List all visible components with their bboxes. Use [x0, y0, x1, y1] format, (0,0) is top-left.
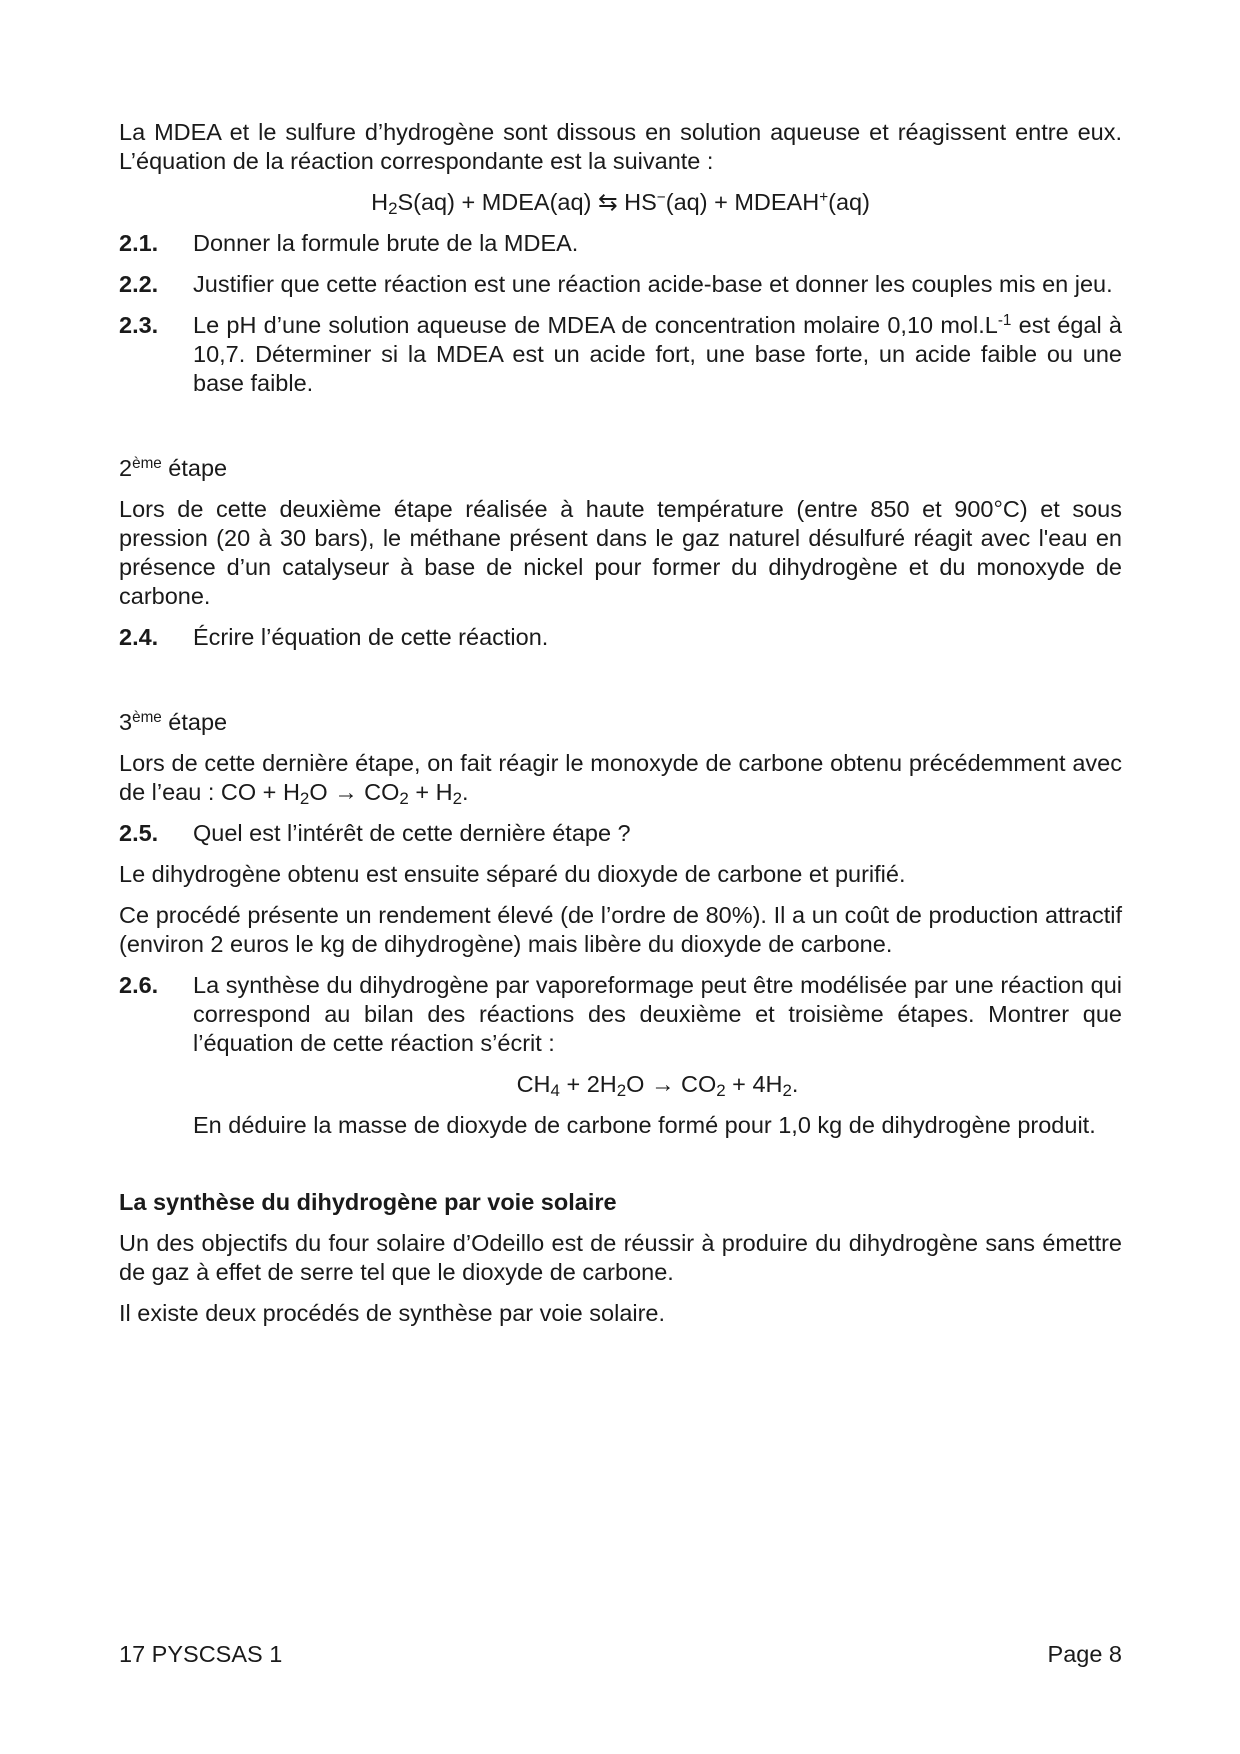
- step-2-paragraph: Lors de cette deuxième étape réalisée à haute température (entre 850 et 900°C) et sous pression (20 à 30 bars), le méthane présent dans le gaz naturel désulfuré réagit avec l'eau en présence d’un catalyseur à base de nickel pour former du dihydrogène et du monoxyde de carbone.: [119, 496, 1122, 609]
- step-3-title: 3ème étape: [119, 708, 228, 735]
- document-code: 17 PYSCSAS 1: [119, 1641, 283, 1667]
- page-footer: [119, 1640, 1122, 1669]
- solar-paragraph-1: Un des objectifs du four solaire d’Odeillo est de réussir à produire du dihydrogène sans émettre de gaz à effet de serre tel que le dioxyde de carbone.: [119, 1230, 1122, 1285]
- step-2-title: 2ème étape: [119, 454, 228, 481]
- question-2-4: 2.4. Écrire l’équation de cette réaction.: [119, 624, 549, 650]
- step-3-paragraph: Lors de cette dernière étape, on fait réagir le monoxyde de carbone obtenu précédemment avec de l’eau : CO + H2O → CO2 + H2.: [119, 750, 1122, 809]
- page-content: [119, 118, 1122, 1328]
- question-2-3: 2.3. Le pH d’une solution aqueuse de MDEA de concentration molaire 0,10 $mol.L^{-1}$ est égal à 10,7. Déterminer si la MDEA est un acide fort, une base forte, un acide faible ou une base faible.: [119, 311, 1123, 396]
- intro-paragraph: La MDEA et le sulfure d’hydrogène sont dissous en solution aqueuse et réagissent entre eux. L’équation de la réaction correspondante est la suivante :: [119, 119, 1122, 174]
- reaction-equation: H2S(aq) + MDEA(aq) ⇆ HS−(aq) + MDEAH+(aq): [371, 188, 870, 219]
- page-number: Page 8: [1047, 1641, 1122, 1667]
- question-2-1: 2.1. Donner la formule brute de la MDEA.: [119, 230, 579, 256]
- steam-reforming-equation: CH4 + 2H2O → CO2 + 4H2.: [516, 1071, 799, 1101]
- question-2-2: 2.2. Justifier que cette réaction est une réaction acide-base et donner les couples mis en jeu.: [119, 271, 1113, 297]
- yield-paragraph: Ce procédé présente un rendement élevé (de l’ordre de 80%). Il a un coût de production attractif (environ 2 euros le kg de dihydrogène) mais libère du dioxyde de carbone.: [119, 902, 1122, 957]
- question-2-5: 2.5. Quel est l’intérêt de cette dernière étape ?: [119, 820, 631, 846]
- question-2-6-continuation: En déduire la masse de dioxyde de carbone formé pour 1,0 kg de dihydrogène produit.: [193, 1112, 1096, 1138]
- question-2-6: 2.6. La synthèse du dihydrogène par vaporeformage peut être modélisée par une réaction qui correspond au bilan des réactions des deuxième et troisième étapes. Montrer que l’équation de cette réaction s’écrit :: [119, 972, 1122, 1056]
- purification-paragraph: Le dihydrogène obtenu est ensuite séparé du dioxyde de carbone et purifié.: [119, 861, 906, 887]
- section-heading-solar: La synthèse du dihydrogène par voie solaire: [119, 1189, 617, 1215]
- solar-paragraph-2: Il existe deux procédés de synthèse par voie solaire.: [119, 1300, 666, 1326]
